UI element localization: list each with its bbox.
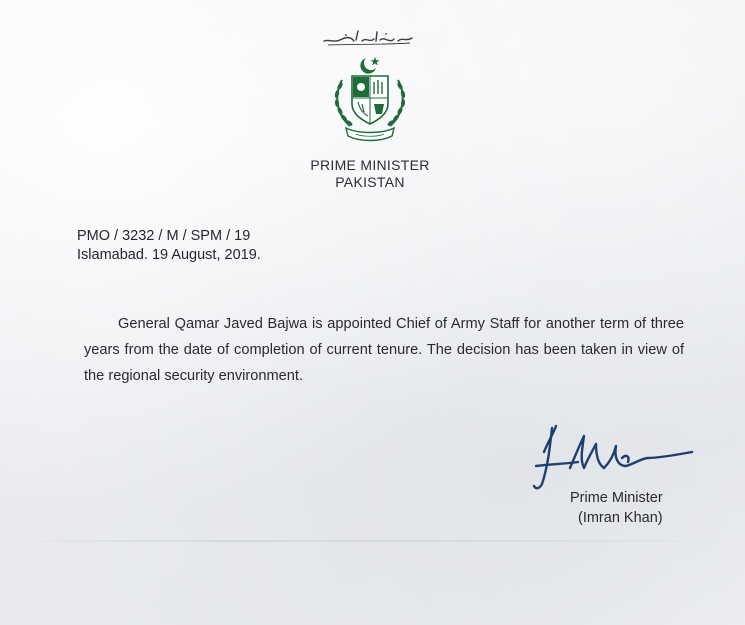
state-emblem-icon (328, 54, 412, 144)
signatory-name: (Imran Khan) (578, 510, 663, 526)
place-and-date: Islamabad. 19 August, 2019. (77, 247, 261, 263)
handwritten-signature-icon (530, 418, 700, 496)
signatory-title: Prime Minister (570, 490, 663, 506)
reference-number: PMO / 3232 / M / SPM / 19 (77, 228, 251, 244)
bismillah-calligraphy-icon (320, 26, 416, 48)
notification-paragraph: General Qamar Javed Bajwa is appointed Chief of Army Staff for another term of three years from the date of completion of current tenure. The decision has been taken in view of the regional security environment. (84, 316, 684, 384)
paper-fold-shadow (0, 540, 745, 542)
office-title-line2: PAKISTAN (335, 174, 405, 190)
office-title-line1: PRIME MINISTER (310, 157, 430, 173)
